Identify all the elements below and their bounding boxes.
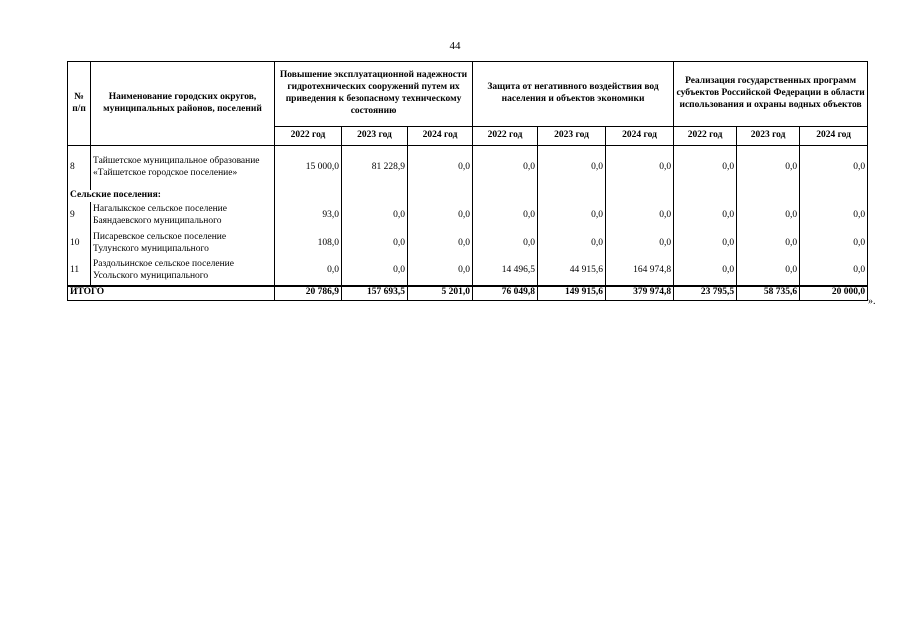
- cell-value: 0,0: [674, 202, 737, 230]
- total-value: 157 693,5: [342, 286, 408, 301]
- header-year: 2022 год: [473, 127, 538, 146]
- cell-value: 0,0: [800, 202, 868, 230]
- total-label: ИТОГО: [68, 286, 275, 301]
- cell-value: 0,0: [538, 202, 606, 230]
- header-group-reliability: Повышение эксплуатационной надежности гидротехнических сооружений путем их приведения к безопасному техническому состоянию: [275, 62, 473, 127]
- cell-value: 15 000,0: [275, 146, 342, 190]
- header-year: 2022 год: [275, 127, 342, 146]
- total-value: 58 735,6: [737, 286, 800, 301]
- cell-value: 0,0: [674, 230, 737, 258]
- header-group-protection: Защита от негативного воздействия вод населения и объектов экономики: [473, 62, 674, 127]
- header-num: № п/п: [68, 62, 91, 146]
- cell-value: 93,0: [275, 202, 342, 230]
- cell-value: 164 974,8: [606, 258, 674, 286]
- table-row: [68, 258, 868, 286]
- cell-value: 0,0: [606, 230, 674, 258]
- cell-value: 0,0: [800, 146, 868, 190]
- cell-value: 108,0: [275, 230, 342, 258]
- header-year: 2023 год: [538, 127, 606, 146]
- row-number: 9: [68, 202, 91, 230]
- cell-value: 81 228,9: [342, 146, 408, 190]
- header-year: 2022 год: [674, 127, 737, 146]
- cell-value: 0,0: [275, 258, 342, 286]
- cell-value: 0,0: [737, 202, 800, 230]
- cell-value: 0,0: [473, 230, 538, 258]
- cell-value: 0,0: [737, 258, 800, 286]
- cell-value: 0,0: [674, 258, 737, 286]
- table-row: [68, 230, 868, 258]
- header-year: 2024 год: [408, 127, 473, 146]
- table-row: [68, 202, 868, 230]
- total-row: [68, 286, 868, 301]
- cell-value: 0,0: [737, 146, 800, 190]
- total-value: 76 049,8: [473, 286, 538, 301]
- row-name: Писаревское сельское поселение Тулунского муниципального: [91, 230, 275, 258]
- section-title: Сельские поселения:: [68, 190, 275, 202]
- row-name: Нагалыкское сельское поселение Баяндаевского муниципального: [91, 202, 275, 230]
- header-year: 2024 год: [606, 127, 674, 146]
- cell-value: 0,0: [342, 230, 408, 258]
- cell-value: 0,0: [342, 202, 408, 230]
- cell-value: 0,0: [800, 258, 868, 286]
- row-number: 11: [68, 258, 91, 286]
- total-value: 379 974,8: [606, 286, 674, 301]
- page-number: 44: [449, 40, 461, 52]
- table-row: [68, 146, 868, 190]
- cell-value: 0,0: [473, 202, 538, 230]
- cell-value: 0,0: [473, 146, 538, 190]
- row-name: Тайшетское муниципальное образование «Тайшетское городское поселение»: [91, 146, 275, 190]
- row-name: Раздольинское сельское поселение Усольского муниципального: [91, 258, 275, 286]
- total-value: 5 201,0: [408, 286, 473, 301]
- cell-value: 0,0: [606, 146, 674, 190]
- row-number: 10: [68, 230, 91, 258]
- header-year: 2023 год: [737, 127, 800, 146]
- budget-table: [67, 61, 868, 301]
- cell-value: 0,0: [538, 146, 606, 190]
- cell-value: 0,0: [538, 230, 606, 258]
- total-value: 23 795,5: [674, 286, 737, 301]
- section-row: [68, 190, 868, 202]
- header-name: Наименование городских округов, муниципальных районов, поселений: [91, 62, 275, 146]
- header-year: 2023 год: [342, 127, 408, 146]
- closing-quote-mark: ».: [868, 296, 876, 307]
- cell-value: 0,0: [737, 230, 800, 258]
- total-value: 20 786,9: [275, 286, 342, 301]
- cell-value: 0,0: [408, 258, 473, 286]
- header-group-programs: Реализация государственных программ субъектов Российской Федерации в области использования и охраны водных объектов: [674, 62, 868, 127]
- total-value: 20 000,0: [800, 286, 868, 301]
- cell-value: 0,0: [606, 202, 674, 230]
- cell-value: 0,0: [342, 258, 408, 286]
- header-year: 2024 год: [800, 127, 868, 146]
- row-number: 8: [68, 146, 91, 190]
- total-value: 149 915,6: [538, 286, 606, 301]
- cell-value: 14 496,5: [473, 258, 538, 286]
- cell-value: 0,0: [408, 230, 473, 258]
- cell-value: 0,0: [800, 230, 868, 258]
- cell-value: 44 915,6: [538, 258, 606, 286]
- cell-value: 0,0: [408, 202, 473, 230]
- cell-value: 0,0: [674, 146, 737, 190]
- cell-value: 0,0: [408, 146, 473, 190]
